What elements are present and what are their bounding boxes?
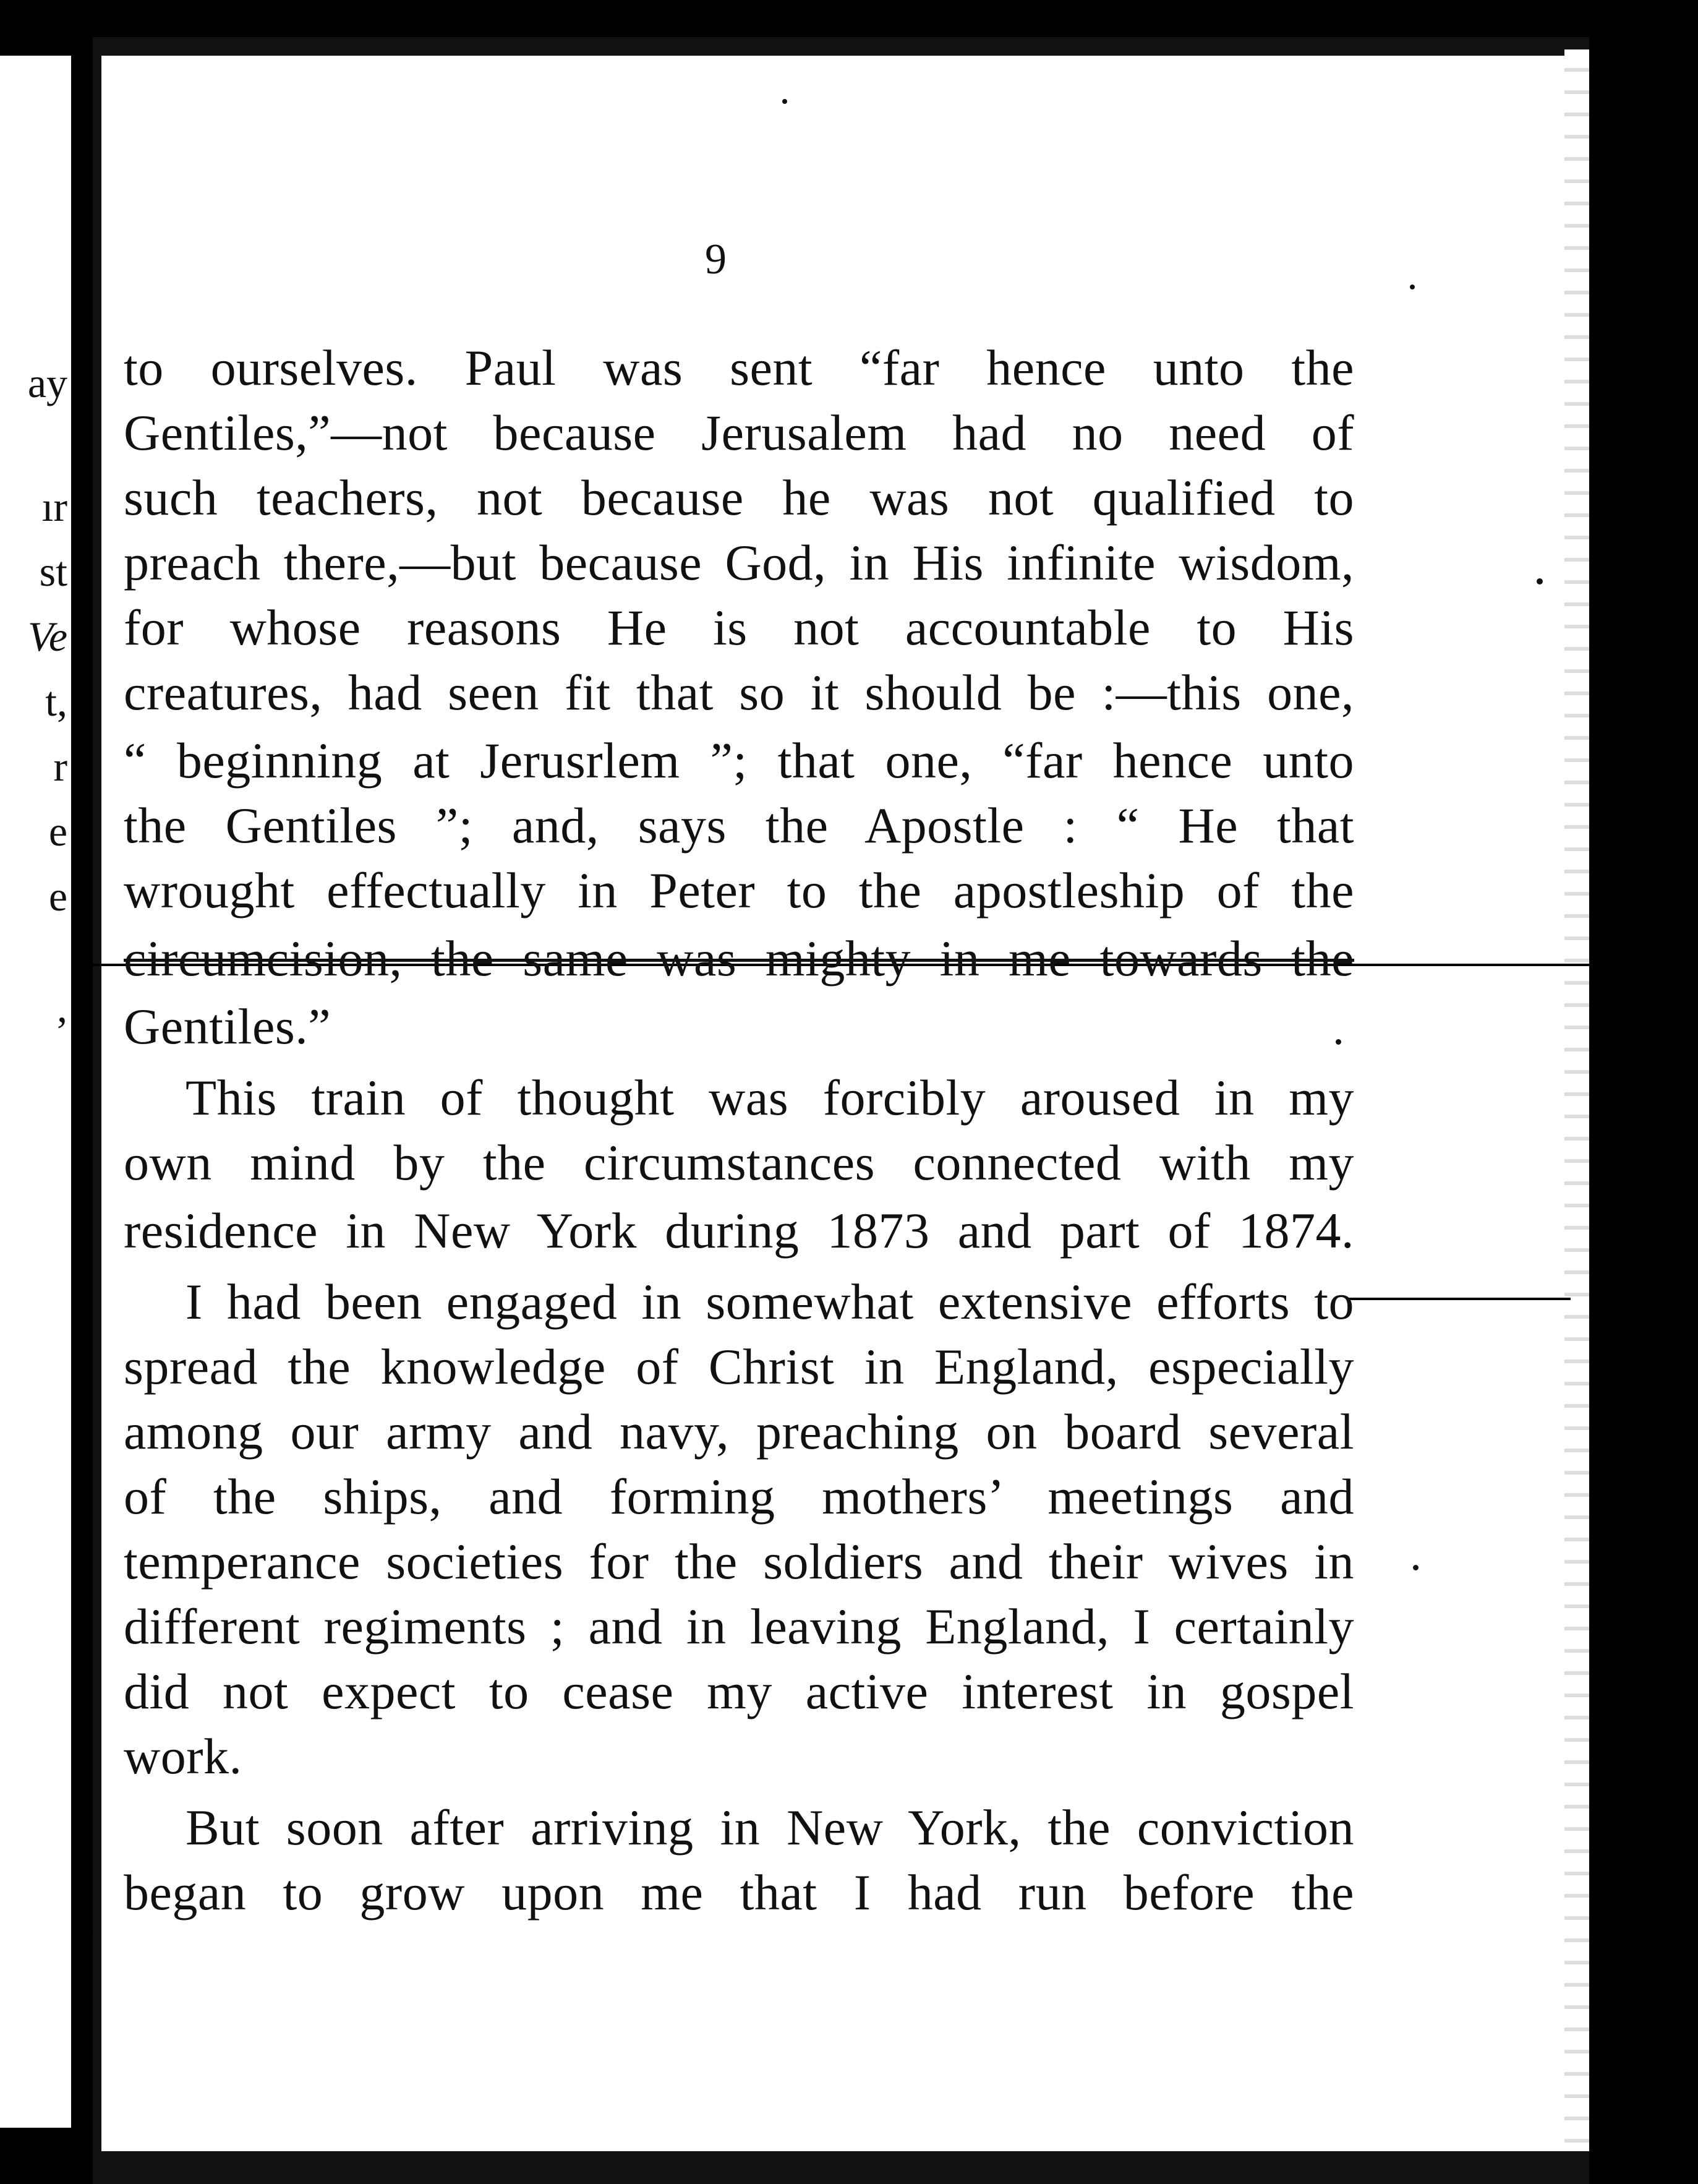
text-line: But soon after arriving in New York, the conviction — [186, 1799, 1354, 1856]
text-line: to ourselves. Paul was sent “far hence unto the — [124, 340, 1354, 396]
scan-speck — [782, 99, 787, 104]
text-line: among our army and navy, preaching on board several — [124, 1403, 1354, 1460]
text-line: preach there,—but because God, in His infinite wisdom, — [124, 534, 1354, 591]
page-number: 9 — [705, 236, 727, 283]
facing-page-strip — [0, 56, 71, 2128]
page-right-edge — [1564, 49, 1589, 2152]
scan-speck — [1537, 578, 1543, 585]
text-line: “ beginning at Jerusrlem ”; that one, “far hence unto — [124, 732, 1354, 789]
facing-page-fragment: r — [53, 743, 67, 790]
facing-page-fragment: e — [48, 873, 67, 920]
text-line: Gentiles,”—not because Jerusalem had no need of — [124, 405, 1354, 461]
scan-speck — [93, 1930, 101, 1938]
text-line: wrought effectually in Peter to the apostleship of the — [124, 862, 1354, 919]
text-line: of the ships, and forming mothers’ meetings and — [124, 1468, 1354, 1525]
text-line: temperance societies for the soldiers and their wives in — [124, 1533, 1354, 1590]
scan-speck — [1336, 1039, 1341, 1045]
scan-speck — [1410, 285, 1415, 289]
text-line: I had been engaged in somewhat extensive efforts to — [186, 1274, 1354, 1330]
text-line: such teachers, not because he was not qualified to — [124, 469, 1354, 526]
text-line: did not expect to cease my active interest in gospel — [124, 1663, 1354, 1719]
text-line: for whose reasons He is not accountable to His — [124, 599, 1354, 656]
facing-page-fragment: , — [57, 984, 67, 1031]
text-line: began to grow upon me that I had run before the — [124, 1864, 1354, 1921]
text-line: residence in New York during 1873 and part of 1874. — [124, 1202, 1354, 1259]
text-line: This train of thought was forcibly aroused in my — [186, 1069, 1354, 1126]
facing-page-fragment: Ve — [27, 613, 67, 660]
text-line: creatures, had seen fit that so it should be :—this one, — [124, 664, 1354, 721]
page-bottom-edge — [93, 2151, 1589, 2184]
text-line: the Gentiles ”; and, says the Apostle : “ He that — [124, 797, 1354, 854]
text-line: work. — [124, 1728, 242, 1784]
text-line: own mind by the circumstances connected with my — [124, 1134, 1354, 1191]
facing-page-fragment: ır — [41, 483, 67, 530]
scan-artifact-line — [1348, 1298, 1571, 1300]
facing-page-fragment: e — [48, 808, 67, 855]
facing-page-fragment: st — [39, 548, 67, 595]
text-line: Gentiles.” — [124, 998, 331, 1055]
facing-page-fragment: ay — [27, 359, 67, 406]
text-line: different regiments ; and in leaving England, I certainly — [124, 1598, 1354, 1655]
text-line: spread the knowledge of Christ in England, especially — [124, 1338, 1354, 1395]
scan-speck — [1413, 1565, 1419, 1570]
facing-page-fragment: t, — [45, 678, 67, 725]
text-line: circumcision, the same was mighty in me towards the — [124, 930, 1354, 987]
